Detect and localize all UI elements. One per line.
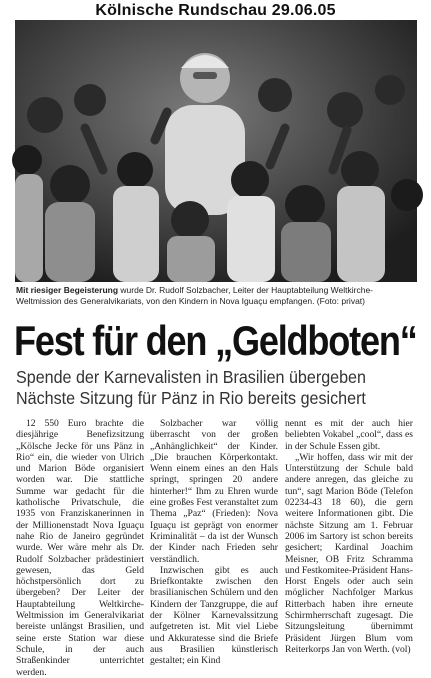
article-column-1 [16,418,144,678]
article-column-2 [150,418,278,667]
photo-caption [16,285,416,307]
subhead-2: Nächste Sitzung für Pänz in Rio bereits gesichert [16,388,366,408]
caption-lead: Mit riesiger Begeisterung [16,285,119,295]
article-column-3 [285,418,413,653]
paragraph: Solzbacher war völlig überrascht von der großen „Anhänglichkeit“ der Kinder. „Die brauchen Körperkontakt. Wenn einem eines an den Hals springt, springen 20 andere hinterher!“ Ihm zu Ehren wurde eine großes Fest veranstaltet zum Thema „Paz“ (Frieden): Nova Iguaçu ist geprägt von enormer Kriminalität – da ist der Wunsch der Kinder nach Frieden sehr verständlich. [150,418,278,565]
caption-text: wurde Dr. Rudolf Solzbacher, Leiter der Hauptabteilung Weltkirche-Weltmission des Generalvikariats, von den Kindern in Nova Iguaçu empfangen. (Foto: privat) [16,285,374,306]
masthead: Kölnische Rundschau 29.06.05 [95,2,336,19]
headline: Fest für den „Geldboten“ [14,317,417,364]
paragraph: nennt es mit der auch hier beliebten Vokabel „cool“, dass es in der Schule Essen gibt. [285,418,413,452]
paragraph: Inzwischen gibt es auch Briefkontakte zwischen den brasilianischen Schülern und den Kindern der Tanzgruppe, die auf der Kölner Karnevalssitzung aufgetreten ist. Mit viel Liebe und Akkuratesse sind die Briefe aus Brasilien künstlerisch gestaltet; ein Kind [150,564,278,667]
subhead-1: Spende der Karnevalisten in Brasilien übergeben [16,367,366,387]
paragraph: 12 550 Euro brachte die diesjährige Benefizsitzung „Kölsche Jecke för uns Pänz in Rio“ ein, die wieder von Ulrich und Marion Böde organisiert worden war. Die stattliche Summe war gedacht für die katholische Privatschule, die 1935 von Franziskanerinnen in der Millionenstadt Nova Iguaçu nahe Rio de Janeiro gegründet wurde. Wer wäre mehr als Dr. Rudolf Solzbacher prädestiniert gewesen, das Geld höchstpersönlich dort zu übergeben? Der Leiter der Hauptabteilung Weltkirche-Weltmission im Generalvikariat bereiste unlängst Brasilien, und seine erste Station war diese Schule, in der auch Straßenkinder unterrichtet werden. [16,418,144,678]
paragraph: „Wir hoffen, dass wir mit der Unterstützung der Schule bald andere anregen, das gleiche zu tun“, sagt Marion Böde (Telefon 02234-43 18 60), die gern weitere Informationen gibt. Die nächste Sitzung am 1. Februar 2006 im Sartory ist schon bereits gesichert; Kardinal Joachim Meisner, OB Fritz Schramma und Festkomitee-Präsident Hans-Horst Engels oder auch sein möglicher Nachfolger Markus Ritterbach haben ihre erneute Schirmherrschaft zugesagt. Die Sitzungsleitung übernimmt Präsident Jürgen Blum vom Reiterkorps Jan von Werth. (vol) [285,451,413,655]
news-photo [15,20,417,282]
